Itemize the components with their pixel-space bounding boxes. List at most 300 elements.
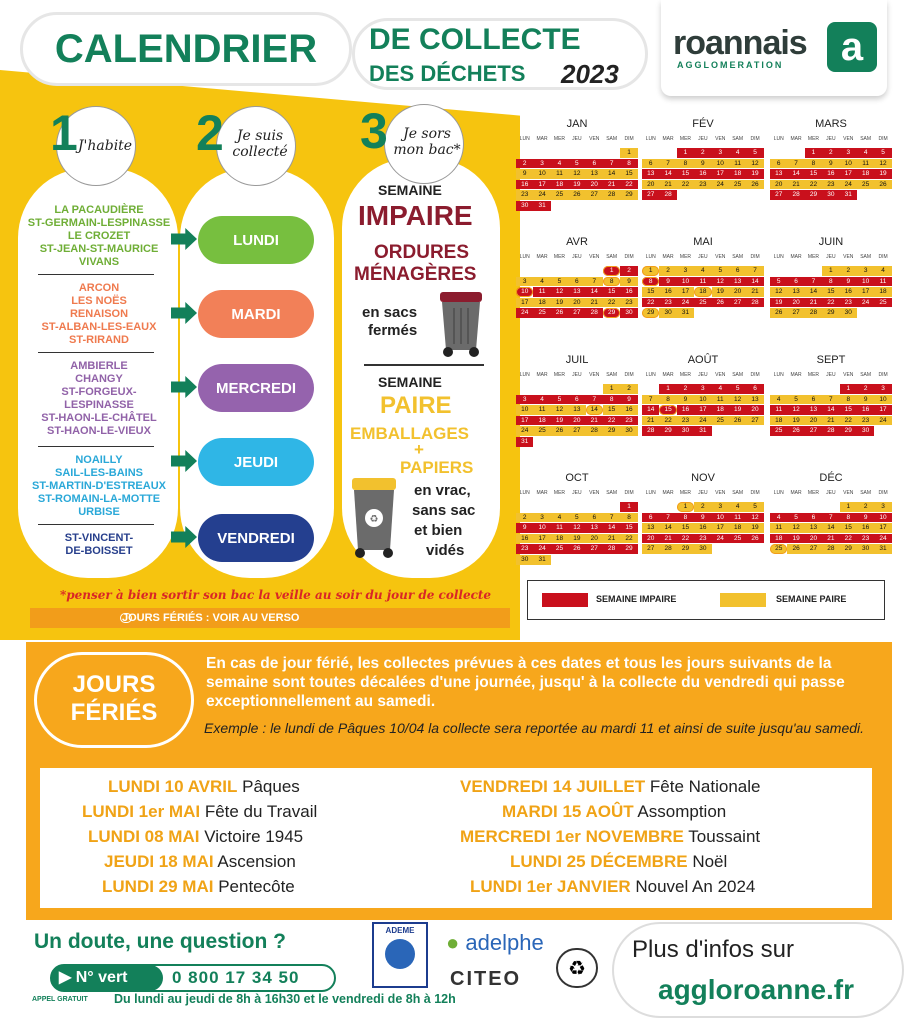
weekday-label: DIM [750, 372, 760, 378]
weekday-label: DIM [624, 254, 634, 260]
calendar-day: 13 [642, 169, 659, 179]
weekday-label: SAM [860, 372, 872, 378]
month-name: JAN [566, 118, 588, 130]
town-group-jeudi [26, 454, 172, 519]
month-sept [770, 354, 892, 437]
holiday-name: Assomption [637, 802, 727, 821]
jours-feries-example: Exemple : le lundi de Pâques 10/04 la collecte sera reportée au mardi 11 et ainsi de suite jusqu'au samedi. [204, 720, 865, 736]
calendar-day: 28 [659, 544, 676, 554]
weekday-label: JEU [572, 372, 582, 378]
calendar-day: 27 [642, 544, 659, 554]
town: LA PACAUDIÈRE [54, 204, 144, 216]
weekday-label: MER [679, 372, 692, 378]
calendar-day: 7 [746, 266, 763, 276]
holiday-name: Noël [692, 852, 728, 871]
calendar-day: 4 [551, 159, 568, 169]
calendar-week [770, 148, 892, 158]
month-name: SEPT [816, 354, 846, 366]
calendar-day: 29 [840, 426, 857, 436]
weekday-label: MAR [662, 254, 674, 260]
weekday-label: JEU [826, 254, 836, 260]
holiday-date: VENDREDI 14 JUILLET [460, 777, 646, 796]
empty-day [551, 201, 568, 211]
weekday-label: MER [679, 490, 692, 496]
calendar-day: 7 [787, 159, 804, 169]
calendar-day: 15 [620, 169, 637, 179]
calendar-day: 16 [694, 523, 711, 533]
vrac-1: en vrac, [414, 482, 471, 499]
calendar-day: 28 [822, 426, 839, 436]
calendar-day: 17 [840, 169, 857, 179]
calendar-day: 3 [516, 395, 533, 405]
weekday-label: MAR [662, 372, 674, 378]
calendar-day: 18 [729, 523, 746, 533]
calendar-day: 14 [659, 169, 676, 179]
month-juil [516, 354, 638, 448]
weekday-label: JEU [826, 490, 836, 496]
sacs-2: fermés [368, 322, 418, 339]
calendar-day: 20 [642, 534, 659, 544]
calendar-day: 1 [659, 384, 676, 394]
calendar-day: 30 [659, 308, 676, 318]
town: ST-RIRAND [69, 334, 129, 346]
calendar-day: 23 [694, 180, 711, 190]
calendar-day: 17 [533, 534, 550, 544]
calendar-day: 8 [840, 395, 857, 405]
holiday-date: LUNDI 29 MAI [102, 877, 214, 896]
title-text: CALENDRIER [54, 26, 318, 71]
holiday-item [82, 799, 317, 824]
calendar-day: 19 [787, 416, 804, 426]
holiday-day: 29 [603, 308, 620, 318]
calendar-day: 18 [533, 298, 550, 308]
jours-feries-bar [30, 608, 510, 628]
calendar-day: 25 [857, 180, 874, 190]
calendar-day: 30 [516, 201, 533, 211]
calendar-day: 25 [729, 180, 746, 190]
logo-mark-icon: a [827, 22, 877, 72]
nvert-label-text: N° vert [75, 969, 128, 986]
weekday-label: SAM [860, 136, 872, 142]
weekday-label: MER [553, 372, 566, 378]
grey-bin-red-lid-icon [436, 288, 486, 358]
calendar-day: 25 [551, 190, 568, 200]
calendar-day: 5 [746, 148, 763, 158]
calendar-day: 23 [516, 190, 533, 200]
website-link[interactable]: aggloroanne.fr [658, 974, 855, 1005]
empty-day [694, 308, 711, 318]
calendar-day: 12 [874, 159, 891, 169]
calendar-week [770, 308, 892, 318]
calendar-day: 22 [840, 416, 857, 426]
calendar-week [770, 266, 892, 276]
month-mai [642, 236, 764, 319]
calendar-day: 25 [694, 298, 711, 308]
calendar-day: 18 [770, 534, 787, 544]
calendar-day: 12 [746, 513, 763, 523]
step-2-text: Je suis collecté [232, 128, 288, 160]
opening-hours: Du lundi au jeudi de 8h à 16h30 et le vendredi de 8h à 12h [114, 992, 456, 1006]
weekday-label: VEN [715, 372, 726, 378]
calendar-day: 25 [729, 534, 746, 544]
weekday-header [516, 372, 638, 384]
calendar-day: 12 [712, 277, 729, 287]
empty-day [586, 555, 603, 565]
calendar-day: 24 [857, 298, 874, 308]
calendar-week [516, 298, 638, 308]
calendar-day: 17 [857, 287, 874, 297]
calendar-week [770, 180, 892, 190]
calendar-day: 9 [516, 169, 533, 179]
calendar-day: 15 [805, 169, 822, 179]
calendar-week [642, 308, 764, 318]
calendar-day: 16 [840, 287, 857, 297]
paire-big: PAIRE [380, 392, 452, 419]
calendar-week [516, 201, 638, 211]
town: LESPINASSE [64, 399, 134, 411]
vrac-3: et bien [414, 522, 463, 539]
calendar-day: 6 [586, 513, 603, 523]
empty-day [857, 308, 874, 318]
weekday-label: JEU [698, 490, 708, 496]
weekday-label: MER [807, 136, 820, 142]
holiday-name: Fête Nationale [649, 777, 761, 796]
calendar-day: 27 [729, 298, 746, 308]
calendar-day: 3 [516, 277, 533, 287]
month-name: NOV [691, 472, 715, 484]
calendar-day: 11 [551, 523, 568, 533]
calendar-week [642, 298, 764, 308]
step-1-number: 1 [50, 105, 78, 161]
weekday-label: MAR [790, 372, 802, 378]
weekday-label: MAR [790, 254, 802, 260]
calendar-day: 11 [551, 169, 568, 179]
phone-number[interactable]: 0 800 17 34 50 [172, 968, 300, 987]
calendar-week [642, 159, 764, 169]
empty-day [694, 190, 711, 200]
empty-day [620, 437, 637, 447]
step-1-text: J'habite [77, 138, 133, 154]
question-heading: Un doute, une question ? [34, 930, 286, 953]
calendar-day: 6 [568, 395, 585, 405]
calendar-day: 26 [712, 298, 729, 308]
calendar-day: 16 [694, 169, 711, 179]
empty-day [586, 148, 603, 158]
calendar-day: 24 [533, 190, 550, 200]
empty-day [568, 555, 585, 565]
calendar-day: 18 [533, 416, 550, 426]
holiday-date: LUNDI 10 AVRIL [108, 777, 238, 796]
weekday-label: JEU [572, 136, 582, 142]
calendar-day: 17 [874, 523, 891, 533]
appel-gratuit: APPEL GRATUIT [32, 996, 88, 1003]
empty-day [586, 266, 603, 276]
calendar-day: 2 [694, 502, 711, 512]
calendar-week [516, 277, 638, 287]
weekday-label: DIM [624, 372, 634, 378]
calendar-day: 17 [677, 287, 694, 297]
calendar-day: 27 [586, 190, 603, 200]
calendar-day: 24 [516, 308, 533, 318]
svg-text:♻: ♻ [369, 514, 379, 525]
calendar-day: 21 [659, 534, 676, 544]
weekday-label: VEN [843, 254, 854, 260]
empty-day [746, 426, 763, 436]
citeo-logo: CITEO [450, 968, 522, 990]
town: URBISE [78, 506, 120, 518]
calendar-day: 6 [770, 159, 787, 169]
empty-day [568, 437, 585, 447]
jours-feries-bar-text: JOURS FÉRIÉS : VOIR AU VERSO [122, 612, 300, 624]
note: *penser à bien sortir son bac la veille au soir du jour de collecte [60, 588, 492, 602]
holiday-item [502, 799, 726, 824]
empty-day [533, 502, 550, 512]
empty-day [568, 266, 585, 276]
calendar-day: 17 [712, 169, 729, 179]
calendar-week [770, 395, 892, 405]
calendar-day: 10 [694, 395, 711, 405]
numero-vert[interactable] [50, 964, 336, 992]
month-name: JUIN [818, 236, 844, 248]
month-mars [770, 118, 892, 201]
calendar-day: 19 [729, 405, 746, 415]
calendar-day: 16 [620, 405, 637, 415]
calendar-day: 2 [840, 266, 857, 276]
calendar-day: 2 [516, 513, 533, 523]
empty-day [551, 384, 568, 394]
calendar-day: 15 [677, 523, 694, 533]
calendar-day: 24 [874, 534, 891, 544]
calendar-day: 7 [603, 159, 620, 169]
calendar-day: 19 [770, 298, 787, 308]
calendar-day: 2 [857, 502, 874, 512]
calendar-day: 18 [874, 287, 891, 297]
grey-bin-yellow-lid-icon [346, 474, 402, 560]
holidays-list [40, 768, 872, 908]
calendar-day: 21 [805, 298, 822, 308]
calendar-day: 26 [770, 308, 787, 318]
calendar-day: 26 [551, 426, 568, 436]
calendar-day: 29 [620, 190, 637, 200]
town: ST-JEAN-ST-MAURICE [39, 243, 159, 255]
calendar-day: 23 [857, 534, 874, 544]
calendar-day: 11 [857, 159, 874, 169]
weekday-label: MER [553, 136, 566, 142]
weekday-label: SAM [732, 136, 744, 142]
calendar-day: 10 [712, 513, 729, 523]
jf-label-1: JOURS [72, 671, 156, 698]
calendar-day: 12 [770, 287, 787, 297]
month-oct [516, 472, 638, 566]
calendar-day: 10 [874, 395, 891, 405]
calendar-day: 9 [659, 277, 676, 287]
weekday-label: JEU [698, 254, 708, 260]
calendar-day: 5 [746, 502, 763, 512]
calendar-day: 25 [533, 426, 550, 436]
calendar-day: 15 [620, 523, 637, 533]
calendar-day: 27 [568, 426, 585, 436]
weekday-label: DIM [878, 372, 888, 378]
calendar-day: 21 [586, 298, 603, 308]
calendar-day: 5 [568, 159, 585, 169]
holiday-name: Nouvel An 2024 [635, 877, 756, 896]
calendar-day: 7 [586, 277, 603, 287]
weekday-label: MAR [536, 372, 548, 378]
calendar-week [770, 426, 892, 436]
calendar-day: 25 [533, 308, 550, 318]
month-déc [770, 472, 892, 555]
month-name: AOÛT [687, 354, 719, 366]
calendar-day: 9 [857, 395, 874, 405]
calendar-day: 4 [770, 395, 787, 405]
jf-label-2: FÉRIÉS [70, 699, 158, 726]
empty-day [874, 190, 891, 200]
divider [38, 446, 154, 447]
weekday-label: MAR [536, 254, 548, 260]
calendar-day: 30 [620, 308, 637, 318]
empty-day [874, 308, 891, 318]
calendar-day: 19 [787, 534, 804, 544]
calendar-day: 20 [805, 534, 822, 544]
calendar-day: 28 [659, 190, 676, 200]
year: 2023 [561, 59, 619, 89]
calendar-day: 7 [822, 395, 839, 405]
calendar-day: 10 [533, 523, 550, 533]
sacs-1: en sacs [362, 304, 418, 321]
calendar-day: 2 [677, 384, 694, 394]
legend-impaire-label: SEMAINE IMPAIRE [596, 594, 677, 604]
town-group-mardi [26, 282, 172, 347]
calendar-day: 4 [533, 277, 550, 287]
calendar-day: 3 [533, 159, 550, 169]
calendar-day: 8 [822, 277, 839, 287]
calendar-day: 17 [874, 405, 891, 415]
calendar-day: 8 [840, 513, 857, 523]
calendar-day: 22 [677, 534, 694, 544]
weekday-label: LUN [519, 490, 530, 496]
empty-day [712, 426, 729, 436]
weekday-label: LUN [773, 254, 784, 260]
calendar-day: 1 [620, 148, 637, 158]
weekday-label: JEU [826, 136, 836, 142]
calendar-day: 3 [677, 266, 694, 276]
empty-day [712, 190, 729, 200]
calendar-day: 13 [729, 277, 746, 287]
town: ARCON [78, 282, 120, 294]
calendar-day: 22 [620, 534, 637, 544]
calendar-week [770, 513, 892, 523]
calendar-day: 10 [533, 169, 550, 179]
calendar-day: 6 [787, 277, 804, 287]
calendar-week [516, 287, 638, 297]
weekday-label: DIM [878, 254, 888, 260]
calendar-day: 12 [551, 287, 568, 297]
divider [38, 524, 154, 525]
calendar-day: 2 [857, 384, 874, 394]
calendar-day: 3 [874, 384, 891, 394]
calendar-day: 14 [787, 169, 804, 179]
weekday-label: MAR [536, 136, 548, 142]
weekday-label: SAM [732, 490, 744, 496]
calendar-day: 20 [746, 405, 763, 415]
calendar-day: 28 [642, 426, 659, 436]
calendar-day: 7 [805, 277, 822, 287]
calendar-day: 19 [551, 298, 568, 308]
calendar-week [642, 277, 764, 287]
calendar-day: 24 [712, 180, 729, 190]
weekday-label: DIM [750, 254, 760, 260]
calendar-day: 11 [533, 405, 550, 415]
empty-day [770, 148, 787, 158]
empty-day [729, 190, 746, 200]
weekday-header [642, 490, 764, 502]
calendar-day: 19 [712, 287, 729, 297]
empty-day [746, 190, 763, 200]
calendar-day: 23 [620, 298, 637, 308]
holiday-item [108, 774, 300, 799]
calendar-day: 24 [677, 298, 694, 308]
weekday-header [516, 490, 638, 502]
empty-day [586, 502, 603, 512]
weekday-label: SAM [860, 490, 872, 496]
calendar-day: 6 [746, 384, 763, 394]
weekday-label: JEU [698, 372, 708, 378]
empty-day [603, 201, 620, 211]
weekday-header [516, 254, 638, 266]
calendar-day: 22 [677, 180, 694, 190]
holiday-day: 1 [642, 266, 659, 276]
calendar-day: 26 [874, 180, 891, 190]
calendar-day: 17 [694, 405, 711, 415]
calendar-day: 9 [822, 159, 839, 169]
calendar-day: 3 [874, 502, 891, 512]
vrac-2: sans sac [412, 502, 476, 519]
calendar-week [642, 287, 764, 297]
calendar-week [642, 148, 764, 158]
calendar-day: 11 [694, 277, 711, 287]
holiday-day: 14 [586, 405, 603, 415]
calendar-day: 9 [694, 513, 711, 523]
calendar-week [770, 384, 892, 394]
calendar-day: 5 [770, 277, 787, 287]
calendar-day: 28 [746, 298, 763, 308]
empty-day [805, 502, 822, 512]
calendar-day: 16 [822, 169, 839, 179]
calendar-day: 5 [729, 384, 746, 394]
calendar-day: 15 [603, 405, 620, 415]
weekday-label: MAR [662, 490, 674, 496]
calendar-week [770, 277, 892, 287]
weekday-header [516, 136, 638, 148]
calendar-week [770, 190, 892, 200]
calendar-day: 17 [712, 523, 729, 533]
empty-day [712, 308, 729, 318]
empty-day [787, 384, 804, 394]
weekday-label: LUN [645, 136, 656, 142]
calendar-day: 2 [694, 148, 711, 158]
month-avr [516, 236, 638, 319]
calendar-day: 4 [533, 395, 550, 405]
calendar-day: 20 [787, 298, 804, 308]
calendar-day: 9 [677, 395, 694, 405]
calendar-day: 27 [568, 308, 585, 318]
calendar-week [642, 523, 764, 533]
calendar-day: 27 [805, 544, 822, 554]
calendar-day: 21 [822, 416, 839, 426]
calendar-day: 22 [603, 298, 620, 308]
calendar-day: 16 [659, 287, 676, 297]
weekday-label: SAM [860, 254, 872, 260]
